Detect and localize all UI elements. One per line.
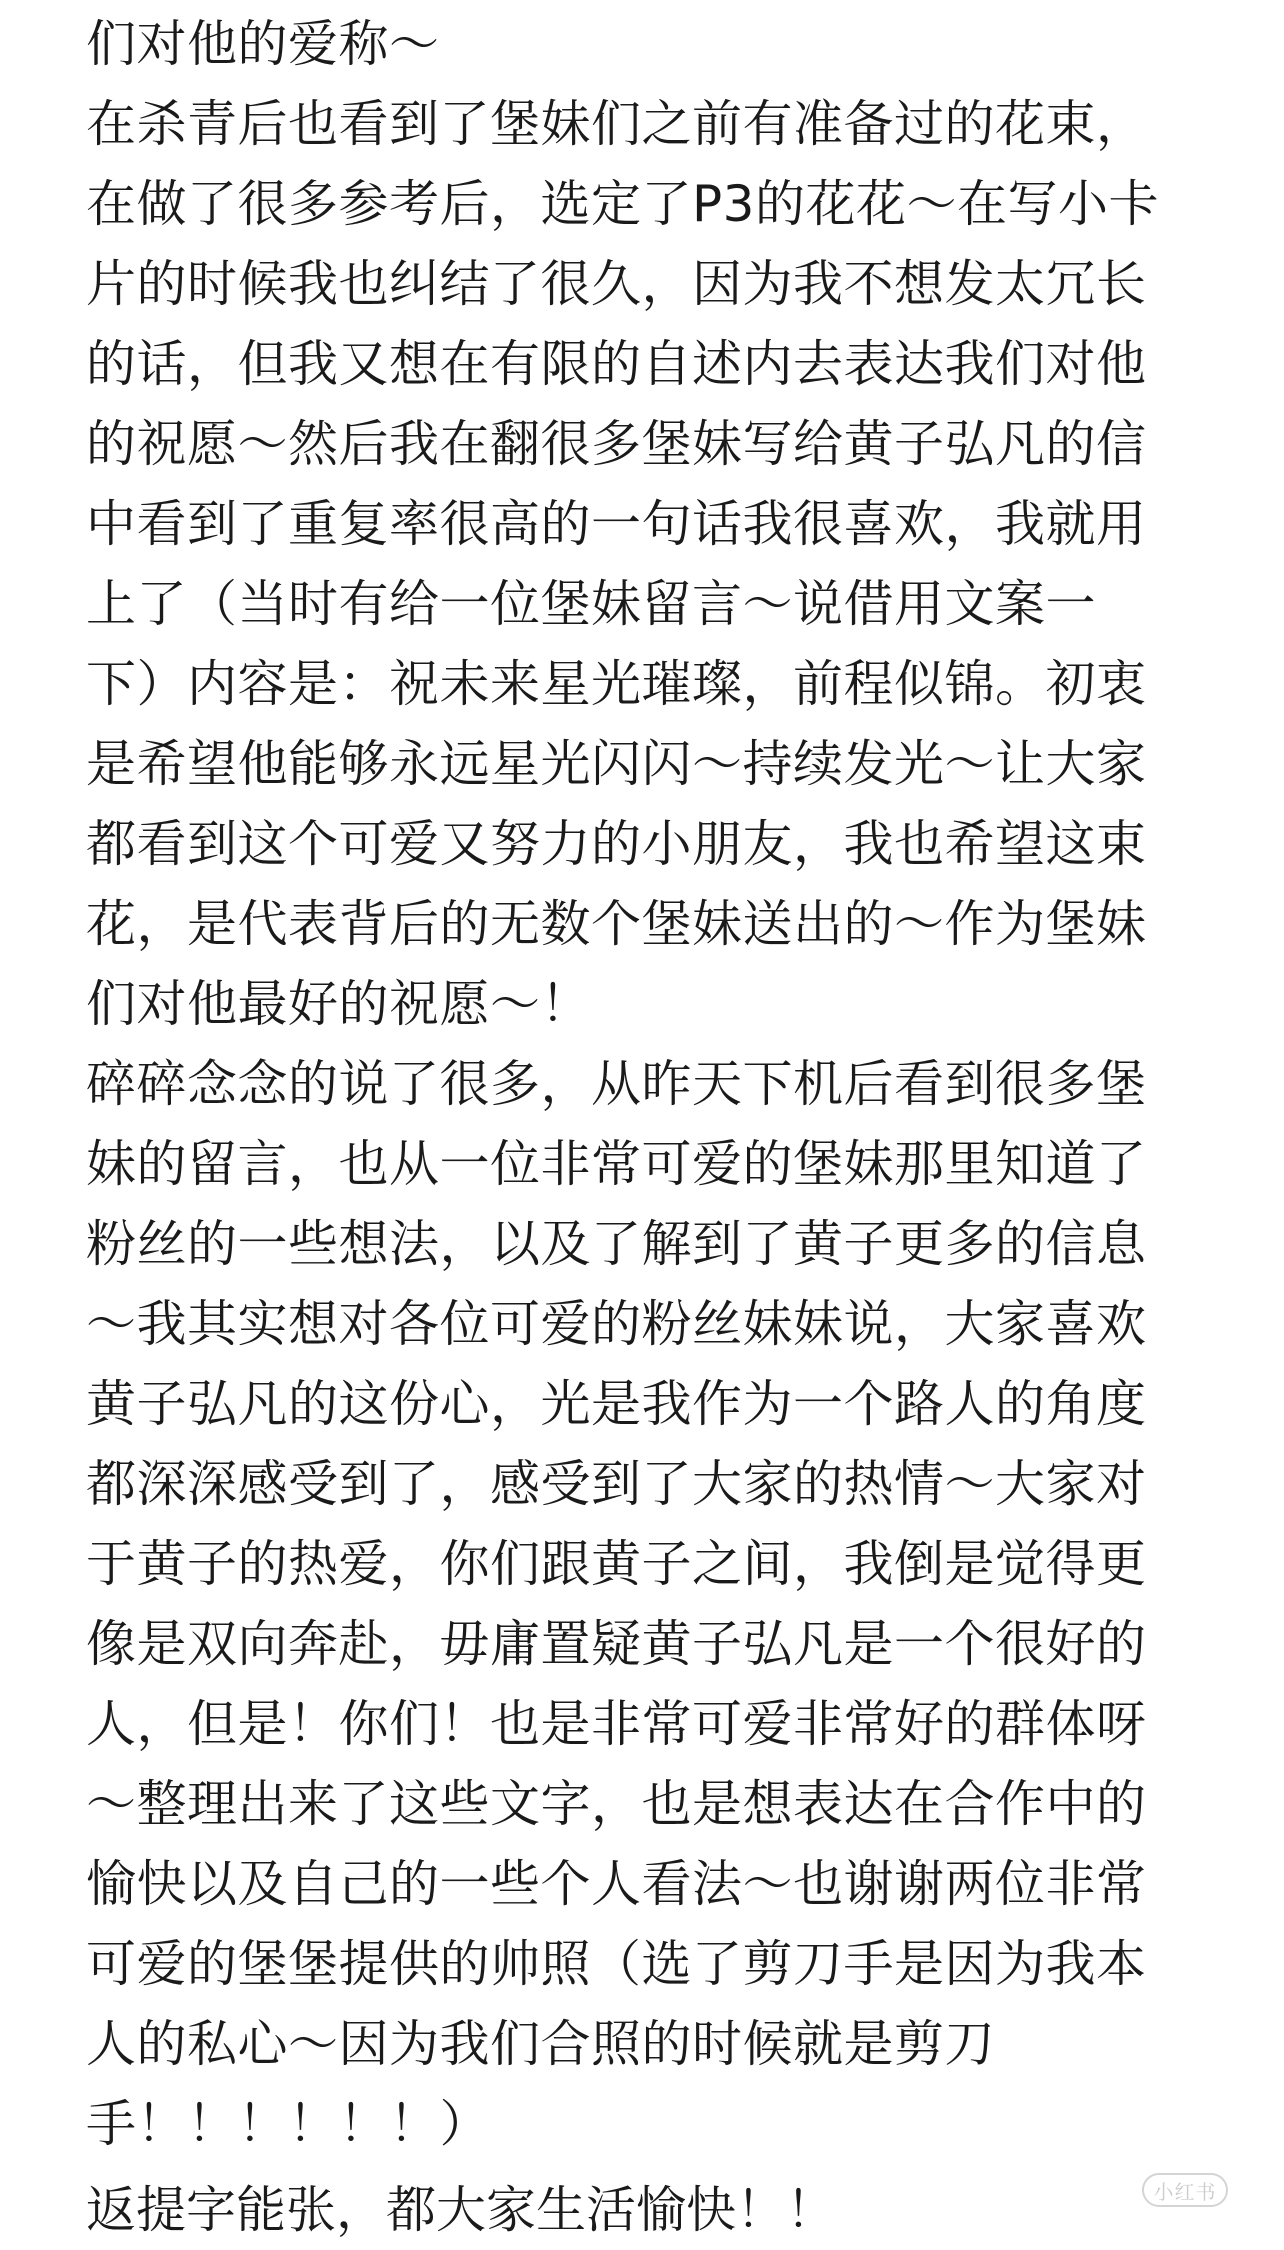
text-line: 可爱的堡堡提供的帅照（选了剪刀手是因为我本 (86, 1935, 1147, 1993)
text-line: 中看到了重复率很高的一句话我很喜欢，我就用 (86, 495, 1147, 553)
text-line: 是希望他能够永远星光闪闪～持续发光～让大家 (86, 735, 1147, 793)
text-line: 于黄子的热爱，你们跟黄子之间，我倒是觉得更 (86, 1535, 1147, 1593)
text-line: 人的私心～因为我们合照的时候就是剪刀 (86, 2015, 995, 2073)
text-line: 下）内容是：祝未来星光璀璨，前程似锦。初衷 (86, 655, 1147, 713)
text-line: 上了（当时有给一位堡妹留言～说借用文案一 (86, 575, 1096, 633)
text-line: 们对他最好的祝愿～！ (86, 975, 591, 1033)
text-line: 在杀青后也看到了堡妹们之前有准备过的花束， (86, 95, 1147, 153)
text-line: 妹的留言，也从一位非常可爱的堡妹那里知道了 (86, 1135, 1147, 1193)
text-line: 都深深感受到了，感受到了大家的热情～大家对 (86, 1455, 1147, 1513)
text-line-partial: 返提字能张，都大家生活愉快！！ (86, 2181, 836, 2239)
text-line: 的祝愿～然后我在翻很多堡妹写给黄子弘凡的信 (86, 415, 1147, 473)
text-line: 们对他的爱称～ (86, 15, 440, 73)
text-line: 片的时候我也纠结了很久，因为我不想发太冗长 (86, 255, 1147, 313)
text-line: 在做了很多参考后，选定了P3的花花～在写小卡 (86, 175, 1159, 233)
text-line: 碎碎念念的说了很多，从昨天下机后看到很多堡 (86, 1055, 1147, 1113)
post-body (86, 4, 1236, 2164)
text-line: 愉快以及自己的一些个人看法～也谢谢两位非常 (86, 1855, 1147, 1913)
text-line: 人，但是！你们！也是非常可爱非常好的群体呀 (86, 1695, 1147, 1753)
text-line: 花，是代表背后的无数个堡妹送出的～作为堡妹 (86, 895, 1147, 953)
text-line: ～我其实想对各位可爱的粉丝妹妹说，大家喜欢 (86, 1295, 1147, 1353)
text-line: ～整理出来了这些文字，也是想表达在合作中的 (86, 1775, 1147, 1833)
text-line: 的话，但我又想在有限的自述内去表达我们对他 (86, 335, 1147, 393)
text-line: 手！！！！！！） (86, 2095, 490, 2153)
xiaohongshu-watermark: 小红书 (1142, 2173, 1228, 2207)
text-line: 粉丝的一些想法，以及了解到了黄子更多的信息 (86, 1215, 1147, 1273)
text-line: 都看到这个可爱又努力的小朋友，我也希望这束 (86, 815, 1147, 873)
text-line: 黄子弘凡的这份心，光是我作为一个路人的角度 (86, 1375, 1147, 1433)
text-line: 像是双向奔赴，毋庸置疑黄子弘凡是一个很好的 (86, 1615, 1147, 1673)
